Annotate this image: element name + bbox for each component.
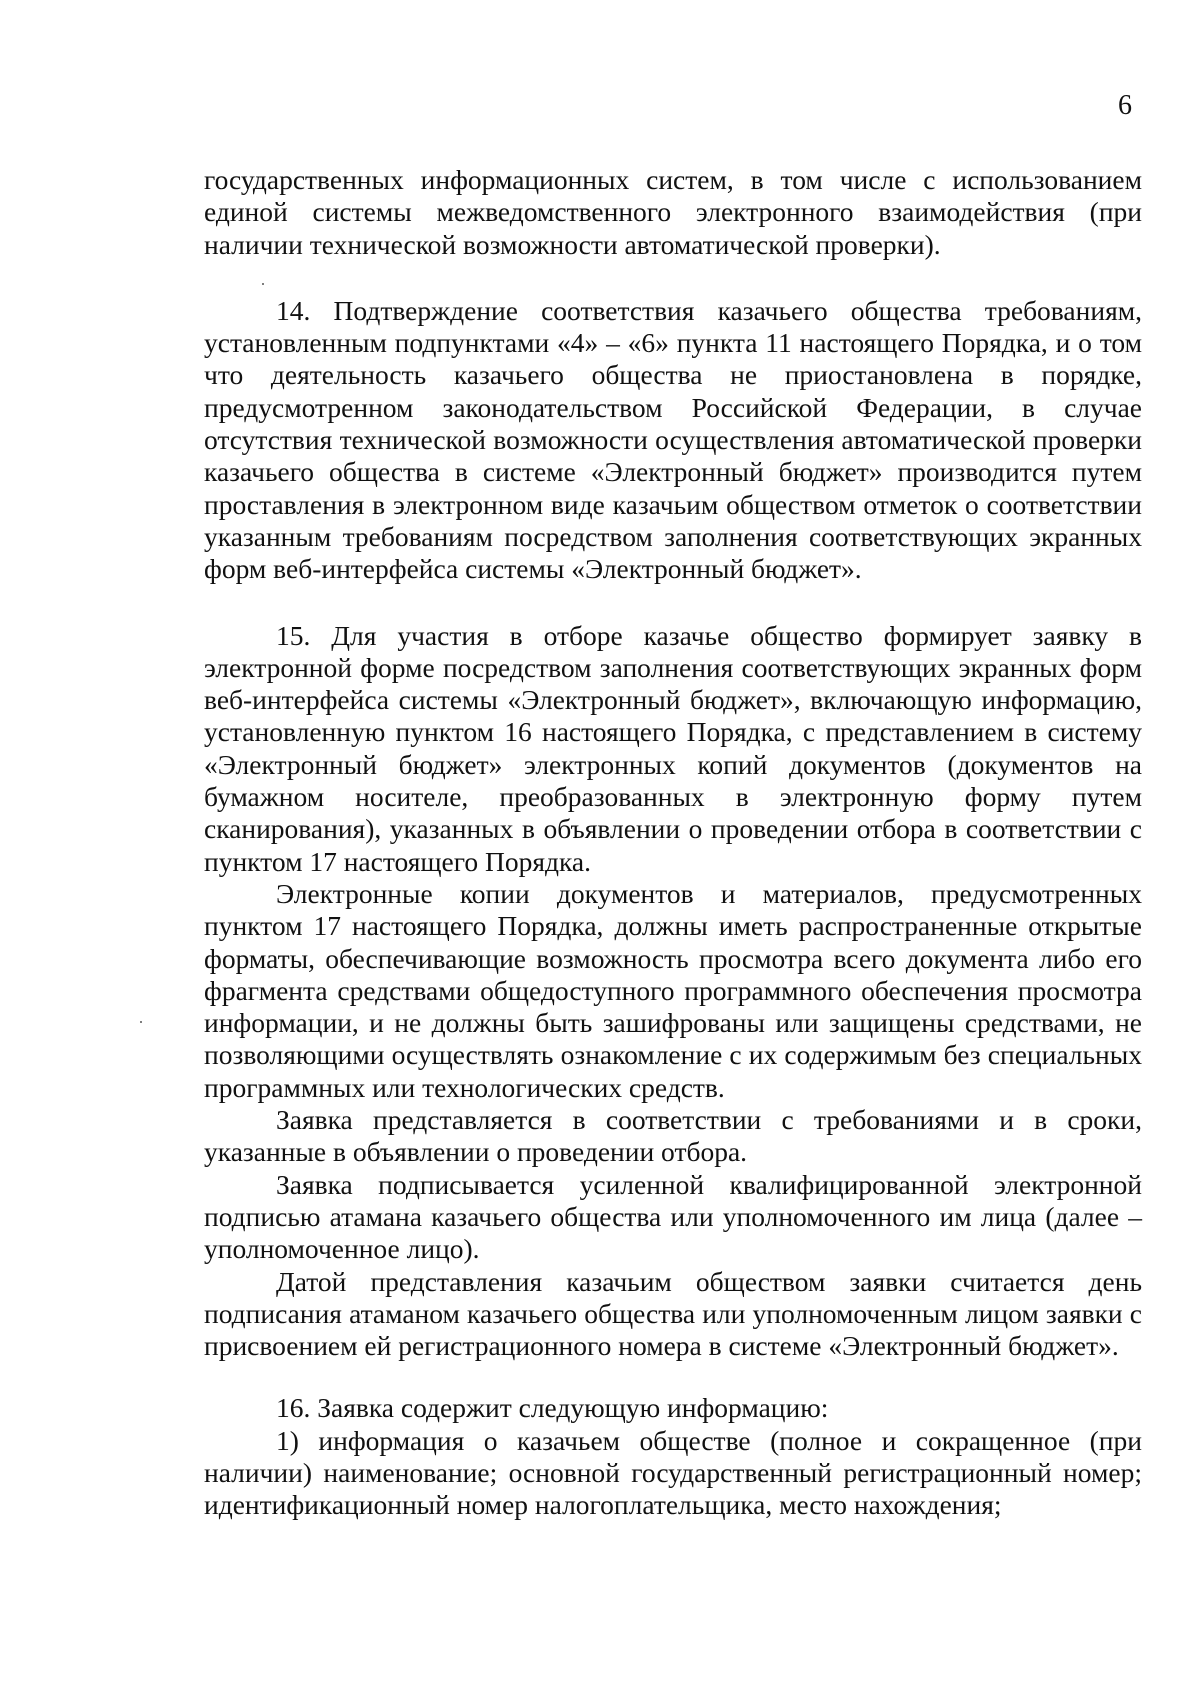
paragraph-item-16: 16. Заявка содержит следующую информацию: [276, 1392, 829, 1424]
document-body [204, 164, 1142, 1522]
paragraph-electronic-copies: Электронные копии документов и материалов, предусмотренных пунктом 17 настоящего Порядка, должны иметь распространенные открытые форматы, обеспечивающие возможность просмотра всего документа либо его фрагмента средствами общедоступного программного обеспечения просмотра информации, и не должны быть зашифрованы или защищены средствами, не позволяющими осуществлять ознакомление с их содержимым без специальных программных или технологических средств. [204, 877, 1142, 1103]
paragraph-continuation: государственных информационных систем, в том числе с использованием единой системы межведомственного электронного взаимодействия (при наличии технической возможности автоматической проверки). [204, 164, 1142, 260]
paragraph-item-14: 14. Подтверждение соответствия казачьего общества требованиям, установленным подпунктами «4» – «6» пункта 11 настоящего Порядка, и о том что деятельность казачьего общества не приостановлена в порядке, предусмотренном законодательством Российской Федерации, в случае отсутствия технической возможности осуществления автоматической проверки казачьего общества в системе «Электронный бюджет» производится путем проставления в электронном виде казачьим обществом отметок о соответствии указанным требованиям посредством заполнения соответствующих экранных форм веб-интерфейса системы «Электронный бюджет». [204, 294, 1142, 585]
scan-speck [262, 283, 264, 285]
paragraph-subitem-1: 1) информация о казачьем обществе (полное и сокращенное (при наличии) наименование; основной государственный регистрационный номер; идентификационный номер налогоплательщика, место нахождения; [204, 1424, 1142, 1521]
paragraph-application-submission: Заявка представляется в соответствии с требованиями и в сроки, указанные в объявлении о проведении отбора. [204, 1104, 1142, 1168]
paragraph-application-signature: Заявка подписывается усиленной квалифицированной электронной подписью атамана казачьего общества или уполномоченного им лица (далее – уполномоченное лицо). [204, 1168, 1142, 1265]
scan-speck [140, 1021, 142, 1023]
page-number: 6 [1118, 90, 1132, 121]
paragraph-submission-date: Датой представления казачьим обществом заявки считается день подписания атаманом казачьего общества или уполномоченным лицом заявки с присвоением ей регистрационного номера в системе «Электронный бюджет». [204, 1265, 1142, 1362]
paragraph-item-15: 15. Для участия в отборе казачье общество формирует заявку в электронной форме посредством заполнения соответствующих экранных форм веб-интерфейса системы «Электронный бюджет», включающую информацию, установленную пунктом 16 настоящего Порядка, с представлением в систему «Электронный бюджет» электронных копий документов (документов на бумажном носителе, преобразованных в электронную форму путем сканирования), указанных в объявлении о проведении отбора в соответствии с пунктом 17 настоящего Порядка. [204, 619, 1142, 877]
